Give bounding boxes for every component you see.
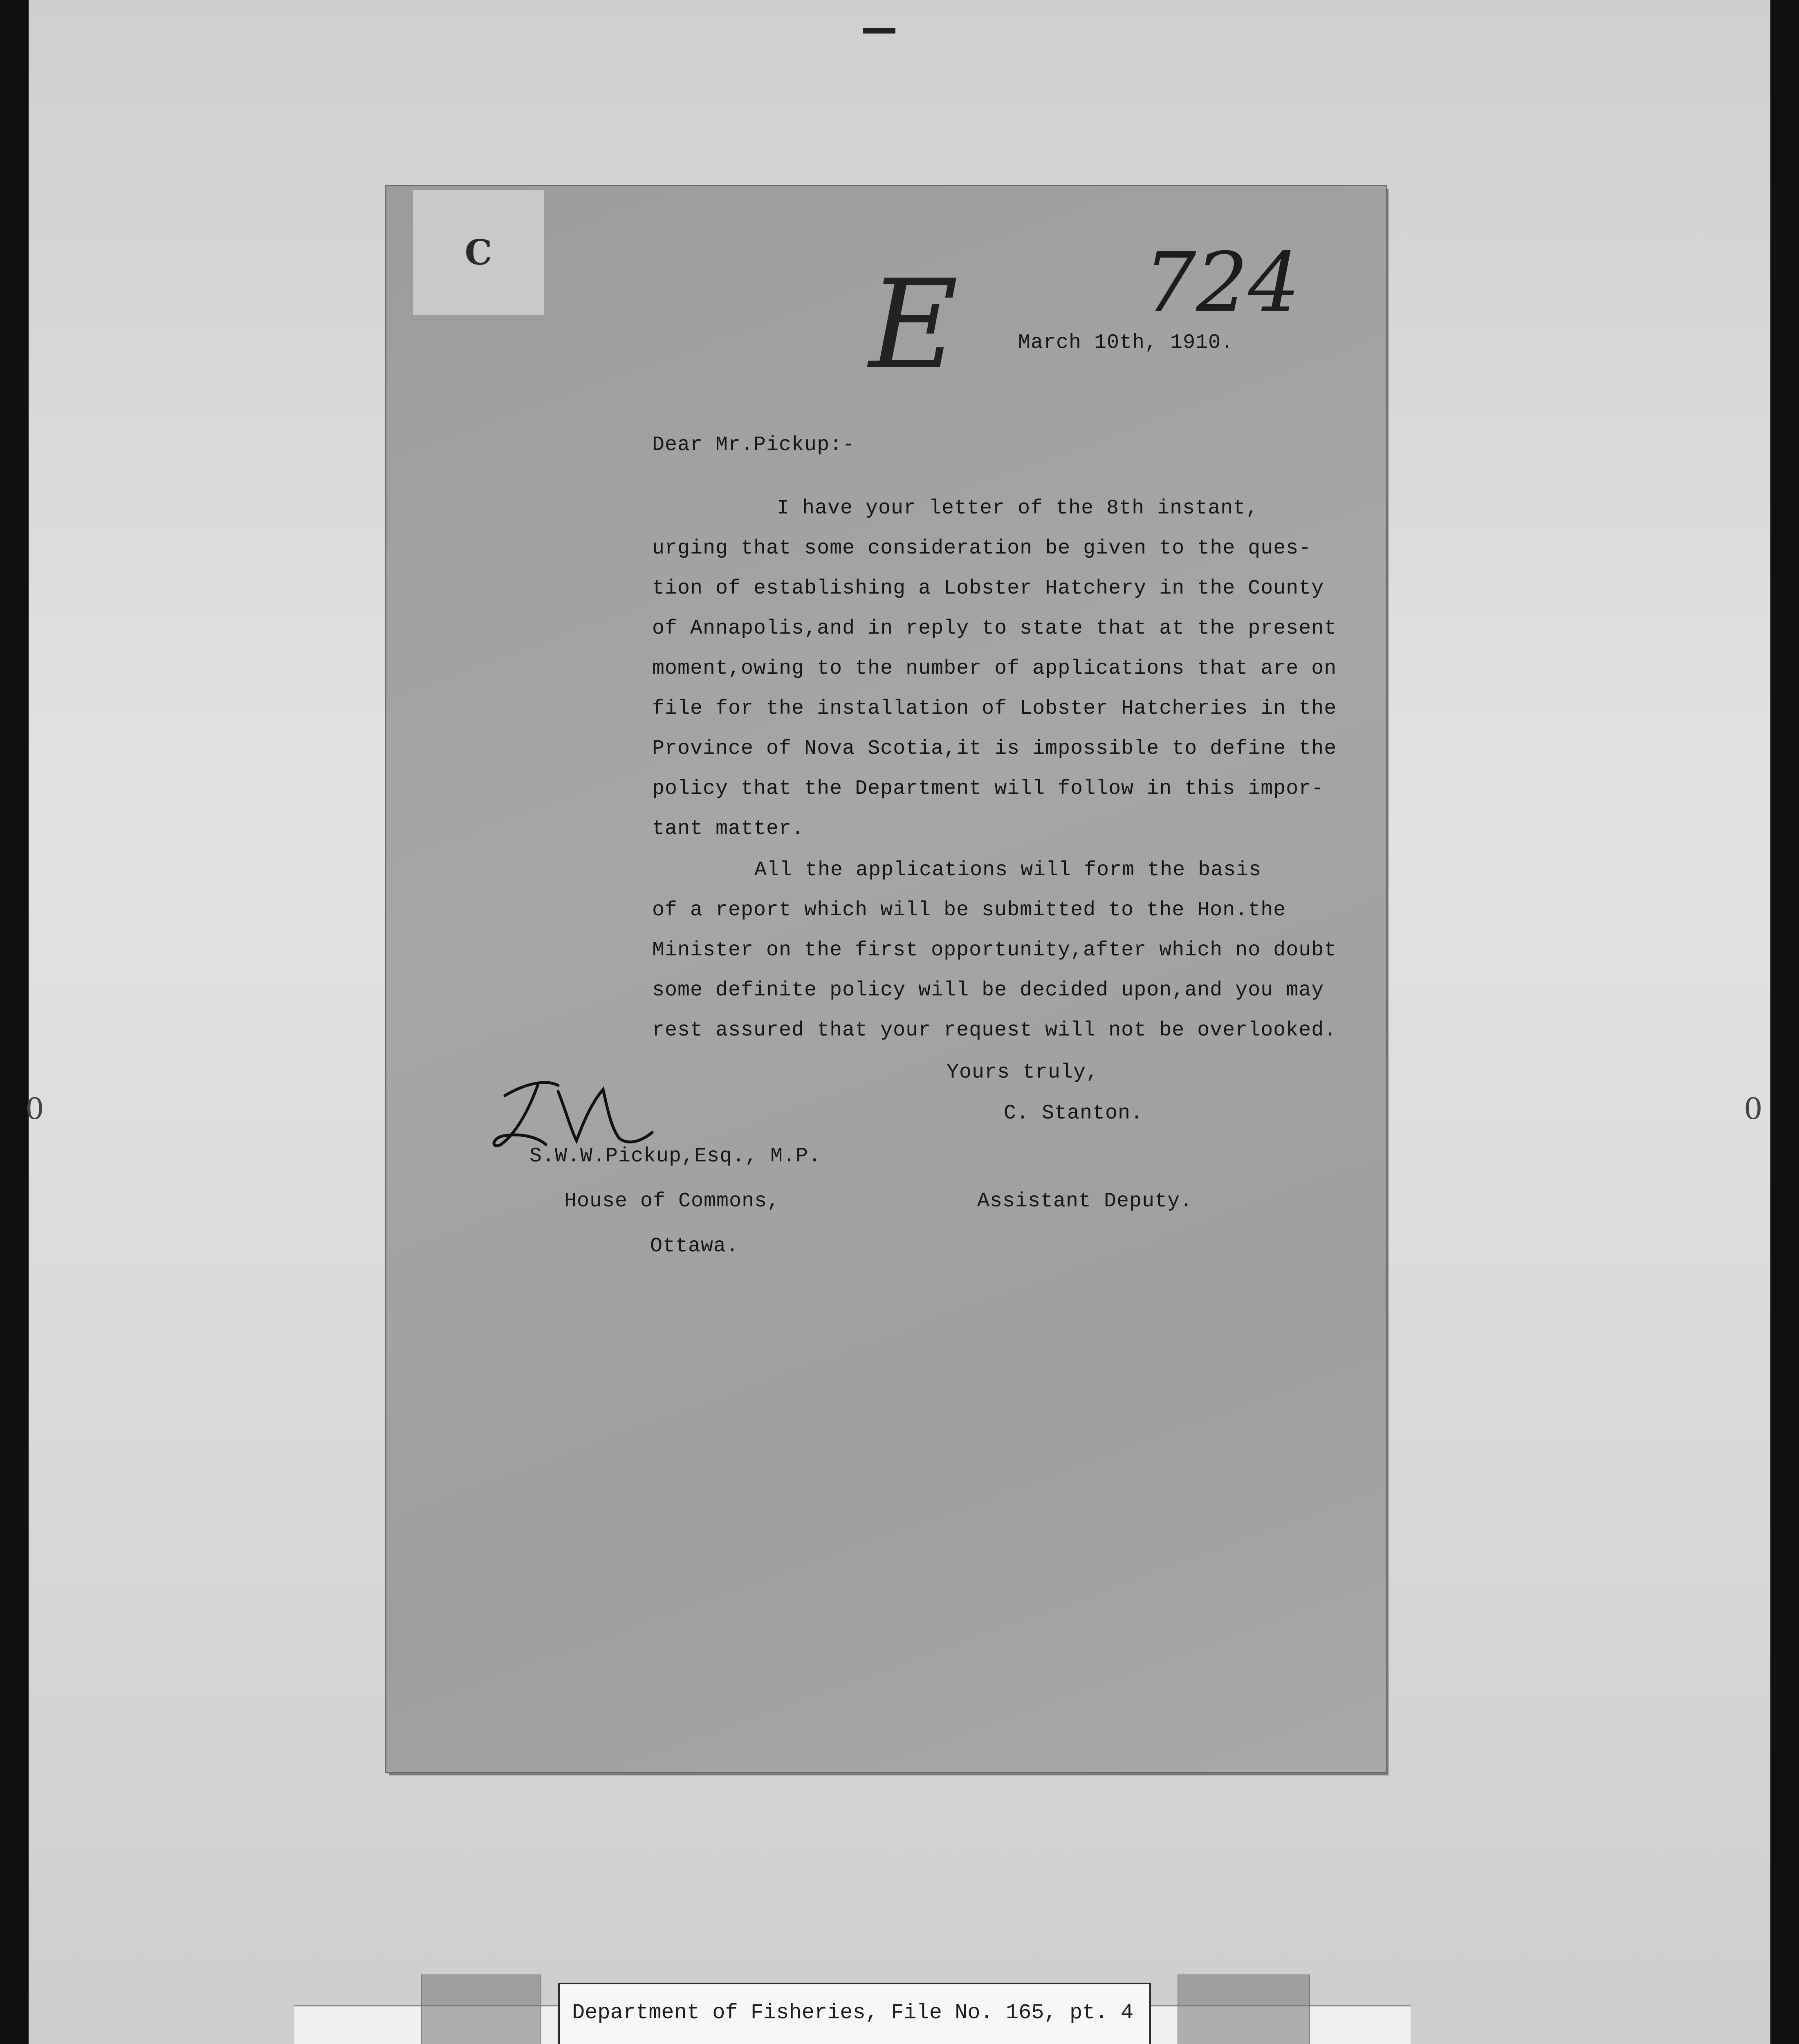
body-line: some definite policy will be decided upon,and you may bbox=[652, 979, 1324, 1002]
top-registration-mark bbox=[863, 28, 895, 34]
letter-sheet bbox=[386, 186, 1386, 1772]
body-line: moment,owing to the number of applications that are on bbox=[652, 657, 1337, 680]
body-line: tion of establishing a Lobster Hatchery in the County bbox=[652, 577, 1324, 600]
body-line: I have your letter of the 8th instant, bbox=[777, 497, 1259, 520]
addressee-line: Ottawa. bbox=[650, 1235, 739, 1258]
letter-date: March 10th, 1910. bbox=[1018, 331, 1234, 354]
closing: Yours truly, bbox=[947, 1061, 1099, 1084]
body-line: Province of Nova Scotia,it is impossible to define the bbox=[652, 737, 1337, 760]
signer-name: C. Stanton. bbox=[1004, 1102, 1144, 1125]
tape-strip bbox=[1178, 1975, 1310, 2044]
archive-file-label: Department of Fisheries, File No. 165, pt. 4 bbox=[558, 1983, 1151, 2044]
body-line: file for the installation of Lobster Hatcheries in the bbox=[652, 697, 1337, 720]
signer-title: Assistant Deputy. bbox=[977, 1190, 1193, 1213]
body-line: All the applications will form the basis bbox=[754, 858, 1262, 882]
body-line: urging that some consideration be given to the ques- bbox=[652, 537, 1312, 560]
body-line: rest assured that your request will not be overlooked. bbox=[652, 1019, 1337, 1042]
body-line: policy that the Department will follow in this impor- bbox=[652, 777, 1324, 800]
folio-number: 724 bbox=[1144, 235, 1300, 330]
salutation: Dear Mr.Pickup:- bbox=[652, 433, 855, 457]
body-line: Minister on the first opportunity,after which no doubt bbox=[652, 939, 1337, 962]
addressee-line: House of Commons, bbox=[564, 1190, 780, 1213]
body-line: of a report which will be submitted to the Hon.the bbox=[652, 899, 1286, 922]
tape-strip bbox=[421, 1975, 541, 2044]
right-edge-mark: 0 bbox=[1744, 1091, 1763, 1126]
folder-tab: C bbox=[413, 190, 544, 315]
addressee-name: S.W.W.Pickup,Esq., M.P. bbox=[529, 1145, 821, 1168]
body-line: tant matter. bbox=[652, 817, 805, 840]
initials-signature bbox=[489, 1067, 677, 1161]
film-edge-right bbox=[1770, 0, 1799, 2044]
body-line: of Annapolis,and in reply to state that at the present bbox=[652, 617, 1337, 640]
handwritten-mark: E bbox=[869, 253, 958, 396]
film-edge-left bbox=[0, 0, 29, 2044]
left-edge-mark: 0 bbox=[25, 1091, 44, 1126]
